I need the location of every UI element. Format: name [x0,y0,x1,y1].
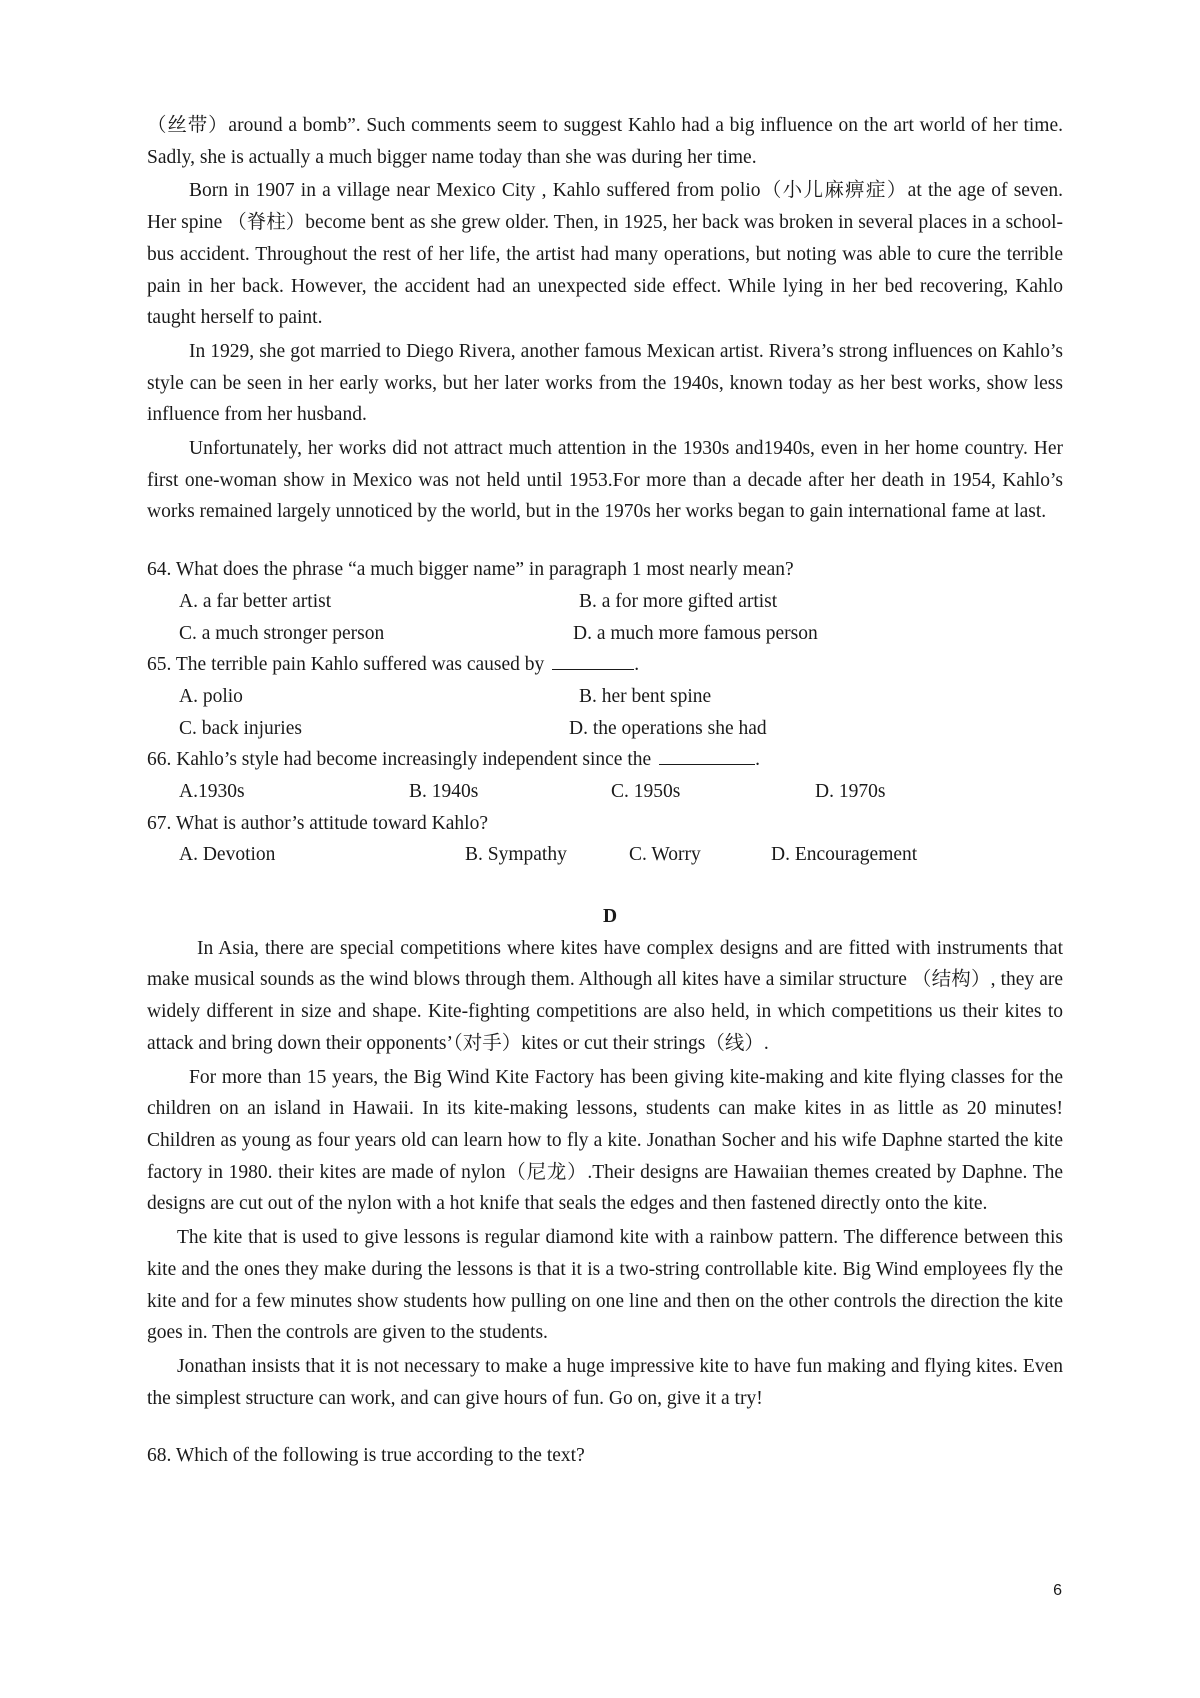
section-heading-d: D [602,906,618,928]
question-65-option-d: D. the operations she had [569,717,767,739]
question-65-period: . [634,654,640,676]
passage-d-paragraph-4: Jonathan insists that it is not necessary to make a huge impressive kite to have fun making and flying kites. Even the simplest structure can work, and can give hours of fun. Go on, give it a try! [147,1355,1063,1409]
answer-blank [552,651,634,670]
question-66-option-b: B. 1940s [409,781,479,802]
passage-d-paragraph-3: The kite that is used to give lessons is regular diamond kite with a rainbow pattern. The difference between this kite and the ones they make during the lessons is that it is a two-string controllable kite. Big Wind employees fly the kite and for a few minutes show students how pulling on one line and then on the other controls the direction the kite goes in. Then the controls are given to the students. [147,1227,1063,1344]
answer-blank [659,746,755,765]
question-68-stem: 68. Which of the following is true according to the text? [147,1445,585,1467]
question-64-stem: 64. What does the phrase “a much bigger name” in paragraph 1 most nearly mean? [147,559,794,581]
question-64-option-b: B. a for more gifted artist [579,590,778,612]
question-66-stem: 66. Kahlo’s style had become increasingly independent since the [147,749,652,771]
question-67-option-a: A. Devotion [179,844,276,866]
question-65-option-c: C. back injuries [179,717,302,739]
question-64-option-c: C. a much stronger person [179,622,385,644]
question-65-option-a: A. polio [179,685,243,707]
question-67-stem: 67. What is author’s attitude toward Kahlo? [147,812,488,834]
question-66 [147,744,1063,807]
question-66-option-c: C. 1950s [611,781,681,802]
question-65 [147,649,1063,744]
passage-d-paragraph-2: For more than 15 years, the Big Wind Kite Factory has been giving kite-making and kite flying classes for the children on an island in Hawaii. In its kite-making lessons, students can make kites in as little as 20 minutes! Children as young as four years old can learn how to fly a kite. Jonathan Socher and his wife Daphne started the kite factory in 1980. their kites are made of nylon（尼龙）.Their designs are Hawaiian themes created by Daphne. The designs are cut out of the nylon with a hot knife that seals the edges and then fastened directly onto the kite. [147,1066,1063,1215]
question-64-option-a: A. a far better artist [179,590,332,612]
question-66-option-d: D. 1970s [815,781,886,802]
question-66-option-a: A.1930s [179,781,245,802]
question-64-option-d: D. a much more famous person [573,622,818,644]
page-number: 6 [1053,1582,1062,1599]
question-64 [147,554,1063,649]
passage-c-paragraph-1: Born in 1907 in a village near Mexico City , Kahlo suffered from polio（小儿麻痹症）at the age of seven. Her spine （脊柱）become bent as she grew older. Then, in 1925, her back was broken in several places in a school-bus accident. Throughout the rest of her life, the artist had many operations, but noting was able to cure the terrible pain in her back. However, the accident had an unexpected side effect. While lying in her bed recovering, Kahlo taught herself to paint. [147,180,1063,329]
passage-c-paragraph-3: Unfortunately, her works did not attract much attention in the 1930s and1940s, even in her home country. Her first one-woman show in Mexico was not held until 1953.For more than a decade after her death in 1954, Kahlo’s works remained largely unnoticed by the world, but in the 1970s her works began to gain international fame at last. [147,438,1063,523]
question-66-period: . [755,749,761,771]
question-67 [147,808,1063,871]
question-65-option-b: B. her bent spine [579,685,712,707]
question-67-option-c: C. Worry [629,844,701,866]
question-65-stem: 65. The terrible pain Kahlo suffered was caused by [147,654,545,676]
question-67-option-d: D. Encouragement [771,844,918,866]
passage-c-paragraph-2: In 1929, she got married to Diego Rivera, another famous Mexican artist. Rivera’s strong influences on Kahlo’s style can be seen in her early works, but her later works from the 1940s, known today as her best works, show less influence from her husband. [147,340,1063,426]
question-67-option-b: B. Sympathy [465,844,567,866]
passage-d-paragraph-1: In Asia, there are special competitions where kites have complex designs and are fitted with instruments that make musical sounds as the wind blows through them. Although all kites have a similar structure （结构）, they are widely different in size and shape. Kite-fighting competitions are also held, in which competitions us their kites to attack and bring down their opponents’（对手）kites or cut their strings（线）. [147,937,1063,1054]
exam-page [147,110,1063,1472]
passage-c-paragraph-0: （丝带）around a bomb”. Such comments seem to suggest Kahlo had a big influence on the art world of her time. Sadly, she is actually a much bigger name today than she was during her time. [147,115,1063,168]
